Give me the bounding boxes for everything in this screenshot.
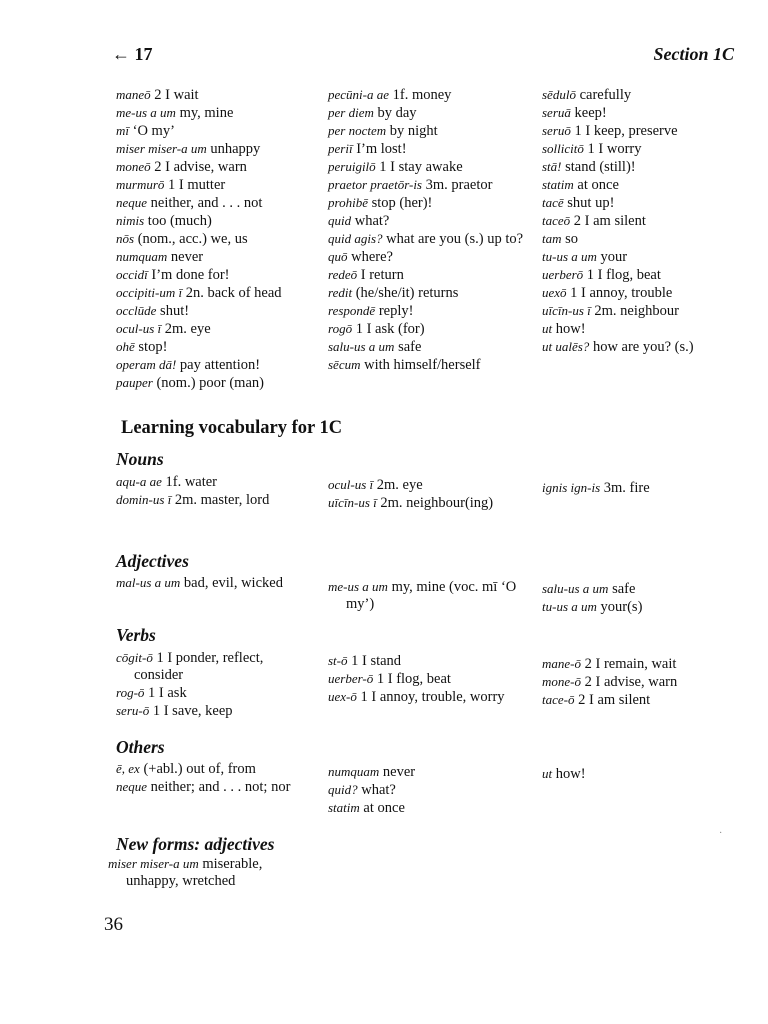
vocab-entry [116, 176, 316, 194]
english-gloss: keep! [570, 105, 607, 121]
vocab-entry [116, 266, 316, 284]
latin-headword: tace-ō [542, 692, 575, 707]
vocab-entry [328, 476, 528, 494]
vocab-entry [328, 302, 528, 320]
english-gloss: 2 I wait [150, 87, 199, 103]
latin-headword: tam [542, 231, 562, 246]
section-title: Section 1C [653, 44, 734, 64]
latin-headword: ut ualēs? [542, 339, 590, 354]
vocab-entry [328, 194, 528, 212]
latin-headword: uexō [542, 285, 567, 300]
glossary-column-3 [542, 86, 742, 356]
vocab-entry [116, 574, 296, 592]
learning-vocabulary-title: Learning vocabulary for 1C [121, 418, 343, 438]
english-gloss: 1f. money [389, 87, 452, 103]
vocab-entry [116, 684, 306, 702]
vocab-entry [542, 86, 742, 104]
vocab-entry [542, 176, 742, 194]
latin-headword: seru-ō [116, 703, 150, 718]
vocab-entry [328, 266, 528, 284]
adjectives-column-3 [542, 580, 742, 616]
english-gloss: (nom.) poor (man) [152, 375, 264, 391]
english-gloss: where? [347, 249, 393, 265]
vocab-entry [116, 140, 316, 158]
new-forms-column-1 [108, 855, 288, 890]
english-gloss: what are you (s.) up to? [382, 231, 524, 247]
english-gloss: my, mine [175, 105, 234, 121]
english-gloss: by day [373, 105, 417, 121]
english-gloss: at once [359, 800, 405, 816]
others-column-3 [542, 765, 742, 783]
latin-headword: ē, ex [116, 761, 140, 776]
latin-headword: quid agis? [328, 231, 383, 246]
english-gloss: 1 I ask [144, 685, 187, 701]
english-gloss: how are you? (s.) [589, 339, 694, 355]
vocab-entry [116, 284, 316, 302]
latin-headword: mane-ō [542, 656, 581, 671]
latin-headword: salu-us a um [542, 581, 609, 596]
vocab-entry [328, 104, 528, 122]
english-gloss: 2m. eye [161, 321, 211, 337]
english-gloss: stop (her)! [367, 195, 433, 211]
english-gloss: 2 I advise, warn [581, 674, 678, 690]
english-gloss: (he/she/it) returns [352, 285, 459, 301]
english-gloss: (+abl.) out of, from [139, 761, 256, 777]
vocab-entry [116, 248, 316, 266]
latin-headword: praetor praetōr-is [328, 177, 422, 192]
vocab-entry [116, 649, 306, 684]
vocab-entry [542, 765, 742, 783]
english-gloss: 1 I mutter [164, 177, 226, 193]
vocab-entry [328, 248, 528, 266]
latin-headword: ignis ign-is [542, 480, 601, 495]
english-gloss: I return [357, 267, 404, 283]
english-gloss: I’m done for! [147, 267, 230, 283]
english-gloss: safe [608, 581, 636, 597]
english-gloss: 3m. praetor [422, 177, 493, 193]
vocab-entry [328, 176, 528, 194]
english-gloss: at once [573, 177, 619, 193]
english-gloss: stop! [134, 339, 168, 355]
vocab-entry [328, 320, 528, 338]
latin-headword: me-us a um [328, 579, 388, 594]
vocab-entry [328, 652, 528, 670]
latin-headword: sollicitō [542, 141, 584, 156]
vocab-entry [328, 338, 528, 356]
english-gloss: 1 I flog, beat [373, 671, 451, 687]
latin-headword: sēcum [328, 357, 361, 372]
vocab-entry [116, 320, 316, 338]
latin-headword: quid? [328, 782, 358, 797]
latin-headword: aqu-a ae [116, 474, 162, 489]
heading-nouns: Nouns [116, 449, 164, 469]
latin-headword: per noctem [328, 123, 387, 138]
latin-headword: occidī [116, 267, 148, 282]
vocab-entry [542, 655, 742, 673]
latin-headword: miser miser-a um [116, 141, 207, 156]
latin-headword: ocul-us ī [328, 477, 374, 492]
vocab-entry [116, 760, 306, 778]
latin-headword: pauper [116, 375, 153, 390]
english-gloss: 2m. master, lord [171, 492, 270, 508]
latin-headword: pecūni-a ae [328, 87, 390, 102]
english-gloss: too (much) [144, 213, 212, 229]
verbs-column-1 [116, 649, 306, 720]
vocab-entry [542, 230, 742, 248]
vocab-entry [328, 781, 528, 799]
vocab-entry [116, 491, 296, 509]
latin-headword: respondē [328, 303, 376, 318]
latin-headword: neque [116, 195, 148, 210]
verbs-column-3 [542, 655, 742, 709]
latin-headword: uīcīn-us ī [328, 495, 377, 510]
vocab-entry [542, 580, 742, 598]
vocab-entry [116, 104, 316, 122]
latin-headword: tu-us a um [542, 599, 597, 614]
latin-headword: uerberō [542, 267, 584, 282]
english-gloss: stand (still)! [561, 159, 636, 175]
vocab-entry [116, 302, 316, 320]
latin-headword: redit [328, 285, 353, 300]
vocab-entry [116, 158, 316, 176]
english-gloss: carefully [575, 87, 632, 103]
vocab-entry [542, 320, 742, 338]
latin-headword: sēdulō [542, 87, 576, 102]
latin-headword: numquam [116, 249, 168, 264]
latin-headword: tacē [542, 195, 564, 210]
vocab-entry [542, 598, 742, 616]
latin-headword: mone-ō [542, 674, 581, 689]
vocab-entry [116, 702, 306, 720]
page-number: 36 [104, 914, 123, 935]
latin-headword: ut [542, 766, 553, 781]
latin-headword: maneō [116, 87, 151, 102]
vocab-entry [116, 374, 316, 392]
vocab-entry [328, 122, 528, 140]
latin-headword: rogō [328, 321, 353, 336]
english-gloss: bad, evil, wicked [180, 575, 283, 591]
vocab-entry [116, 778, 306, 796]
english-gloss: 1 I stay awake [375, 159, 463, 175]
latin-headword: uīcīn-us ī [542, 303, 591, 318]
latin-headword: occlūde [116, 303, 157, 318]
vocab-entry [116, 122, 316, 140]
vocab-entry [542, 140, 742, 158]
scan-mark: · [719, 828, 723, 839]
english-gloss: (nom., acc.) we, us [134, 231, 248, 247]
latin-headword: mī [116, 123, 129, 138]
vocab-entry [542, 158, 742, 176]
vocab-entry [542, 248, 742, 266]
vocab-entry [108, 855, 288, 890]
english-gloss: what? [357, 782, 396, 798]
vocab-entry [328, 86, 528, 104]
latin-headword: per diem [328, 105, 374, 120]
english-gloss: never [167, 249, 204, 265]
vocab-entry [542, 266, 742, 284]
english-gloss: by night [386, 123, 438, 139]
vocab-entry [328, 763, 528, 781]
english-gloss: 2m. eye [373, 477, 423, 493]
english-gloss: 2m. neighbour [590, 303, 679, 319]
english-gloss: with himself/herself [360, 357, 481, 373]
latin-headword: ut [542, 321, 553, 336]
nouns-column-1 [116, 473, 296, 509]
heading-others: Others [116, 737, 165, 757]
latin-headword: domin-us ī [116, 492, 172, 507]
vocab-entry [328, 356, 528, 374]
english-gloss: 1 I stand [347, 653, 402, 669]
vocab-entry [116, 338, 316, 356]
vocab-entry [328, 799, 528, 817]
vocab-entry [542, 212, 742, 230]
english-gloss: 1 I ask (for) [352, 321, 425, 337]
vocab-entry [116, 194, 316, 212]
vocab-entry [328, 158, 528, 176]
latin-headword: me-us a um [116, 105, 176, 120]
english-gloss: unhappy [206, 141, 261, 157]
english-gloss: never [379, 764, 416, 780]
latin-headword: uerber-ō [328, 671, 374, 686]
latin-headword: peruigilō [328, 159, 376, 174]
vocab-entry [542, 691, 742, 709]
vocab-entry [542, 194, 742, 212]
english-gloss: 2 I advise, warn [150, 159, 247, 175]
english-gloss: neither, and . . . not [147, 195, 263, 211]
english-gloss: miserable, unhappy, wretched [126, 856, 263, 889]
vocab-entry [542, 673, 742, 691]
latin-headword: ocul-us ī [116, 321, 162, 336]
english-gloss: safe [394, 339, 422, 355]
english-gloss: 1 I worry [583, 141, 642, 157]
english-gloss: neither; and . . . not; nor [147, 779, 291, 795]
english-gloss: shut! [156, 303, 190, 319]
vocab-entry [116, 212, 316, 230]
english-gloss: 2n. back of head [182, 285, 282, 301]
others-column-1 [116, 760, 306, 796]
english-gloss: 2 I remain, wait [581, 656, 677, 672]
vocab-entry [328, 284, 528, 302]
latin-headword: tu-us a um [542, 249, 597, 264]
latin-headword: mal-us a um [116, 575, 181, 590]
latin-headword: statim [542, 177, 574, 192]
vocab-entry [328, 212, 528, 230]
english-gloss: 1 I flog, beat [583, 267, 661, 283]
latin-headword: stā! [542, 159, 562, 174]
english-gloss: 1 I save, keep [149, 703, 233, 719]
latin-headword: nōs [116, 231, 135, 246]
english-gloss: your [596, 249, 628, 265]
english-gloss: 1 I keep, preserve [570, 123, 678, 139]
heading-adjectives: Adjectives [116, 551, 189, 571]
english-gloss: I’m lost! [352, 141, 407, 157]
page-back-reference: ← 17 [112, 44, 153, 64]
vocab-entry [328, 494, 528, 512]
latin-headword: numquam [328, 764, 380, 779]
english-gloss: 2 I am silent [570, 213, 646, 229]
vocab-entry [542, 104, 742, 122]
english-gloss: 3m. fire [600, 480, 650, 496]
latin-headword: cōgit-ō [116, 650, 153, 665]
vocab-entry [542, 302, 742, 320]
vocab-entry [328, 670, 528, 688]
english-gloss: pay attention! [176, 357, 261, 373]
adjectives-column-1 [116, 574, 296, 592]
english-gloss: your(s) [596, 599, 643, 615]
vocab-entry [328, 578, 528, 613]
latin-headword: uex-ō [328, 689, 357, 704]
latin-headword: st-ō [328, 653, 348, 668]
vocab-entry [542, 122, 742, 140]
latin-headword: seruā [542, 105, 571, 120]
english-gloss: what? [351, 213, 390, 229]
latin-headword: salu-us a um [328, 339, 395, 354]
vocab-entry [328, 230, 528, 248]
english-gloss: 1 I ponder, reflect, consider [134, 650, 264, 683]
vocab-entry [116, 473, 296, 491]
latin-headword: occipiti-um ī [116, 285, 183, 300]
latin-headword: redeō [328, 267, 358, 282]
vocab-entry [542, 284, 742, 302]
english-gloss: how! [552, 321, 586, 337]
latin-headword: periī [328, 141, 353, 156]
latin-headword: nimis [116, 213, 145, 228]
latin-headword: ohē [116, 339, 135, 354]
nouns-column-3 [542, 479, 742, 497]
latin-headword: quō [328, 249, 348, 264]
vocab-entry [328, 688, 528, 706]
english-gloss: shut up! [563, 195, 615, 211]
latin-headword: moneō [116, 159, 151, 174]
latin-headword: neque [116, 779, 148, 794]
latin-headword: prohibē [328, 195, 368, 210]
english-gloss: 2 I am silent [574, 692, 651, 708]
english-gloss: ‘O my’ [129, 123, 175, 139]
latin-headword: rog-ō [116, 685, 145, 700]
english-gloss: 1 I annoy, trouble [566, 285, 673, 301]
adjectives-column-2 [328, 578, 528, 613]
vocab-entry [116, 230, 316, 248]
vocab-entry [328, 140, 528, 158]
nouns-column-2 [328, 476, 528, 512]
glossary-column-1 [116, 86, 316, 392]
latin-headword: murmurō [116, 177, 165, 192]
vocab-entry [542, 479, 742, 497]
english-gloss: 2m. neighbour(ing) [376, 495, 494, 511]
english-gloss: 1 I annoy, trouble, worry [356, 689, 505, 705]
latin-headword: taceō [542, 213, 571, 228]
heading-verbs: Verbs [116, 625, 156, 645]
latin-headword: miser miser-a um [108, 856, 199, 871]
english-gloss: so [561, 231, 579, 247]
heading-new-forms-adjectives: New forms: adjectives [116, 834, 275, 854]
english-gloss: my, mine (voc. mī ‘O my’) [346, 579, 517, 612]
latin-headword: statim [328, 800, 360, 815]
glossary-column-2 [328, 86, 528, 374]
english-gloss: reply! [375, 303, 414, 319]
english-gloss: how! [552, 766, 586, 782]
latin-headword: operam dā! [116, 357, 177, 372]
vocab-entry [542, 338, 742, 356]
english-gloss: 1f. water [161, 474, 218, 490]
latin-headword: seruō [542, 123, 571, 138]
vocab-entry [116, 356, 316, 374]
vocab-entry [116, 86, 316, 104]
latin-headword: quid [328, 213, 352, 228]
others-column-2 [328, 763, 528, 817]
verbs-column-2 [328, 652, 528, 706]
